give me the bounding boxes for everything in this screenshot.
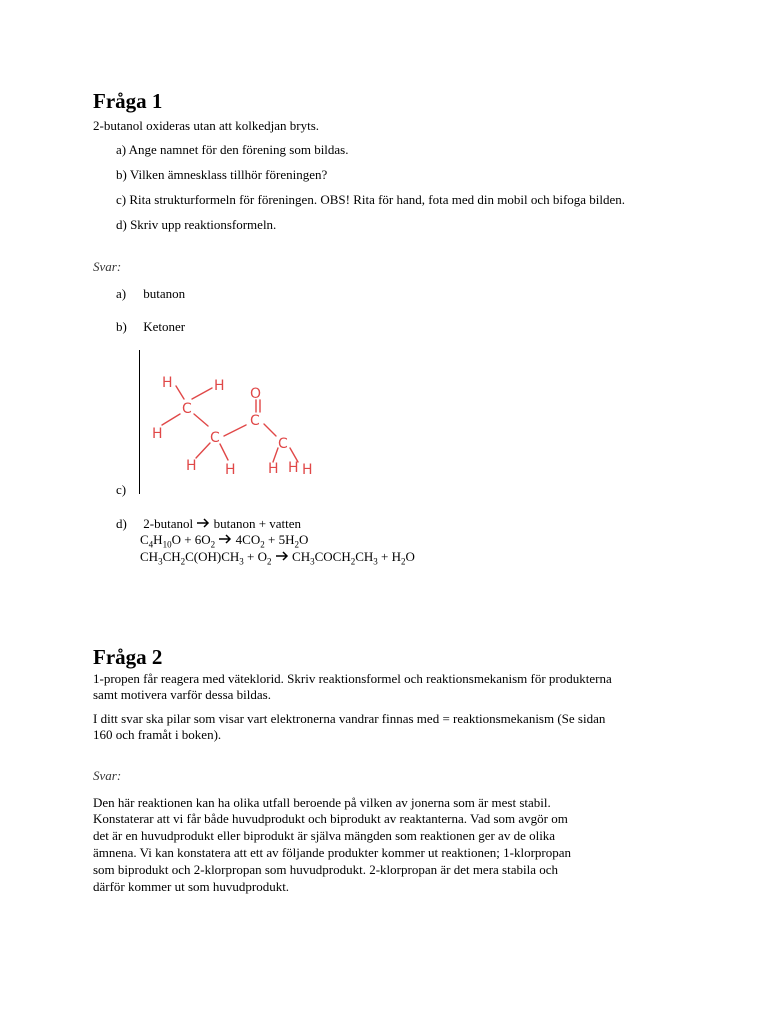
answer-a <box>116 286 185 302</box>
answer-c-label: c) <box>116 482 127 497</box>
question-1-item-c: c) Rita strukturformeln för föreningen. OBS! Rita för hand, fota med din mobil och bifoga bilden. <box>116 192 626 207</box>
answer-d-product: butanon + vatten <box>213 516 302 531</box>
atom-c: C <box>210 430 220 446</box>
atom-h: H <box>186 458 197 474</box>
question-2-answer-line: ämnena. Vi kan konstatera att ett av följande produkter kommer ut reaktionen; 1-klorpropan <box>93 845 572 860</box>
question-2-p1-line-2: samt motivera varför dessa bildas. <box>93 687 271 702</box>
atom-h: H <box>214 378 225 394</box>
answer-b-text: Ketoner <box>143 319 186 334</box>
answer-d-reactant: 2-butanol <box>143 516 194 531</box>
atom-h: H <box>268 461 279 477</box>
arrow-right-icon <box>218 534 232 544</box>
atom-h: H <box>152 426 163 442</box>
atom-c: C <box>278 436 288 452</box>
question-1-intro: 2-butanol oxideras utan att kolkedjan bryts. <box>93 118 320 133</box>
question-1-item-a: a) Ange namnet för den förening som bildas. <box>116 142 349 157</box>
atom-c: C <box>182 401 192 417</box>
question-2-p1-line-1: 1-propen får reagera med väteklorid. Skriv reaktionsformel och reaktionsmekanism för produkterna <box>93 671 612 686</box>
arrow-right-icon <box>196 516 210 532</box>
answer-d-line-3: $CH_3CH_2C(OH)CH_3 + O_2$ $CH_3COCH_2CH_3 + H_2O$ <box>140 549 415 567</box>
question-2-title: Fråga 2 <box>93 645 163 669</box>
image-left-border <box>139 350 140 494</box>
question-1-svar-label: Svar: <box>93 259 122 274</box>
atom-c: C <box>250 413 260 429</box>
answer-a-text: butanon <box>143 286 186 301</box>
question-2-p2-line-2: 160 och framåt i boken). <box>93 727 222 742</box>
atom-o: O <box>250 386 262 402</box>
structural-formula-drawing <box>150 370 330 485</box>
question-2-answer-line: det är en huvudprodukt eller biprodukt är själva mängden som reaktionen ger av de olika <box>93 828 556 843</box>
atom-h: H <box>162 375 173 391</box>
question-2-answer-line: därför kommer ut som huvudprodukt. <box>93 879 290 894</box>
question-2-answer-line: Konstaterar att vi får både huvudprodukt och biprodukt av reaktanterna. Vad som avgör om <box>93 811 568 826</box>
question-1-title: Fråga 1 <box>93 89 163 113</box>
question-1-item-d: d) Skriv upp reaktionsformeln. <box>116 217 277 232</box>
question-1-item-b: b) Vilken ämnesklass tillhör föreningen? <box>116 167 328 182</box>
answer-d-label: d) <box>116 516 127 531</box>
atom-h: H <box>302 462 313 478</box>
question-2-p2-line-1: I ditt svar ska pilar som visar vart elektronerna vandrar finnas med = reaktionsmekanism (Se sidan <box>93 711 606 726</box>
answer-b-label: b) <box>116 319 127 334</box>
atom-h: H <box>225 462 236 478</box>
arrow-right-icon <box>275 551 289 561</box>
answer-a-label: a) <box>116 286 127 301</box>
question-2-answer-line: Den här reaktionen kan ha olika utfall beroende på vilken av jonerna som är mest stabil. <box>93 795 551 810</box>
question-2-answer-line: som biprodukt och 2-klorpropan som huvudprodukt. 2-klorpropan är det mera stabila och <box>93 862 559 877</box>
answer-d-line-1 <box>116 516 301 532</box>
atom-h: H <box>288 460 299 476</box>
question-2-svar-label: Svar: <box>93 768 122 783</box>
answer-b <box>116 319 185 335</box>
answer-d-line-2: $C_4H_{10}O + 6O_2$ $4CO_2 + 5H_2O$ <box>140 532 309 550</box>
